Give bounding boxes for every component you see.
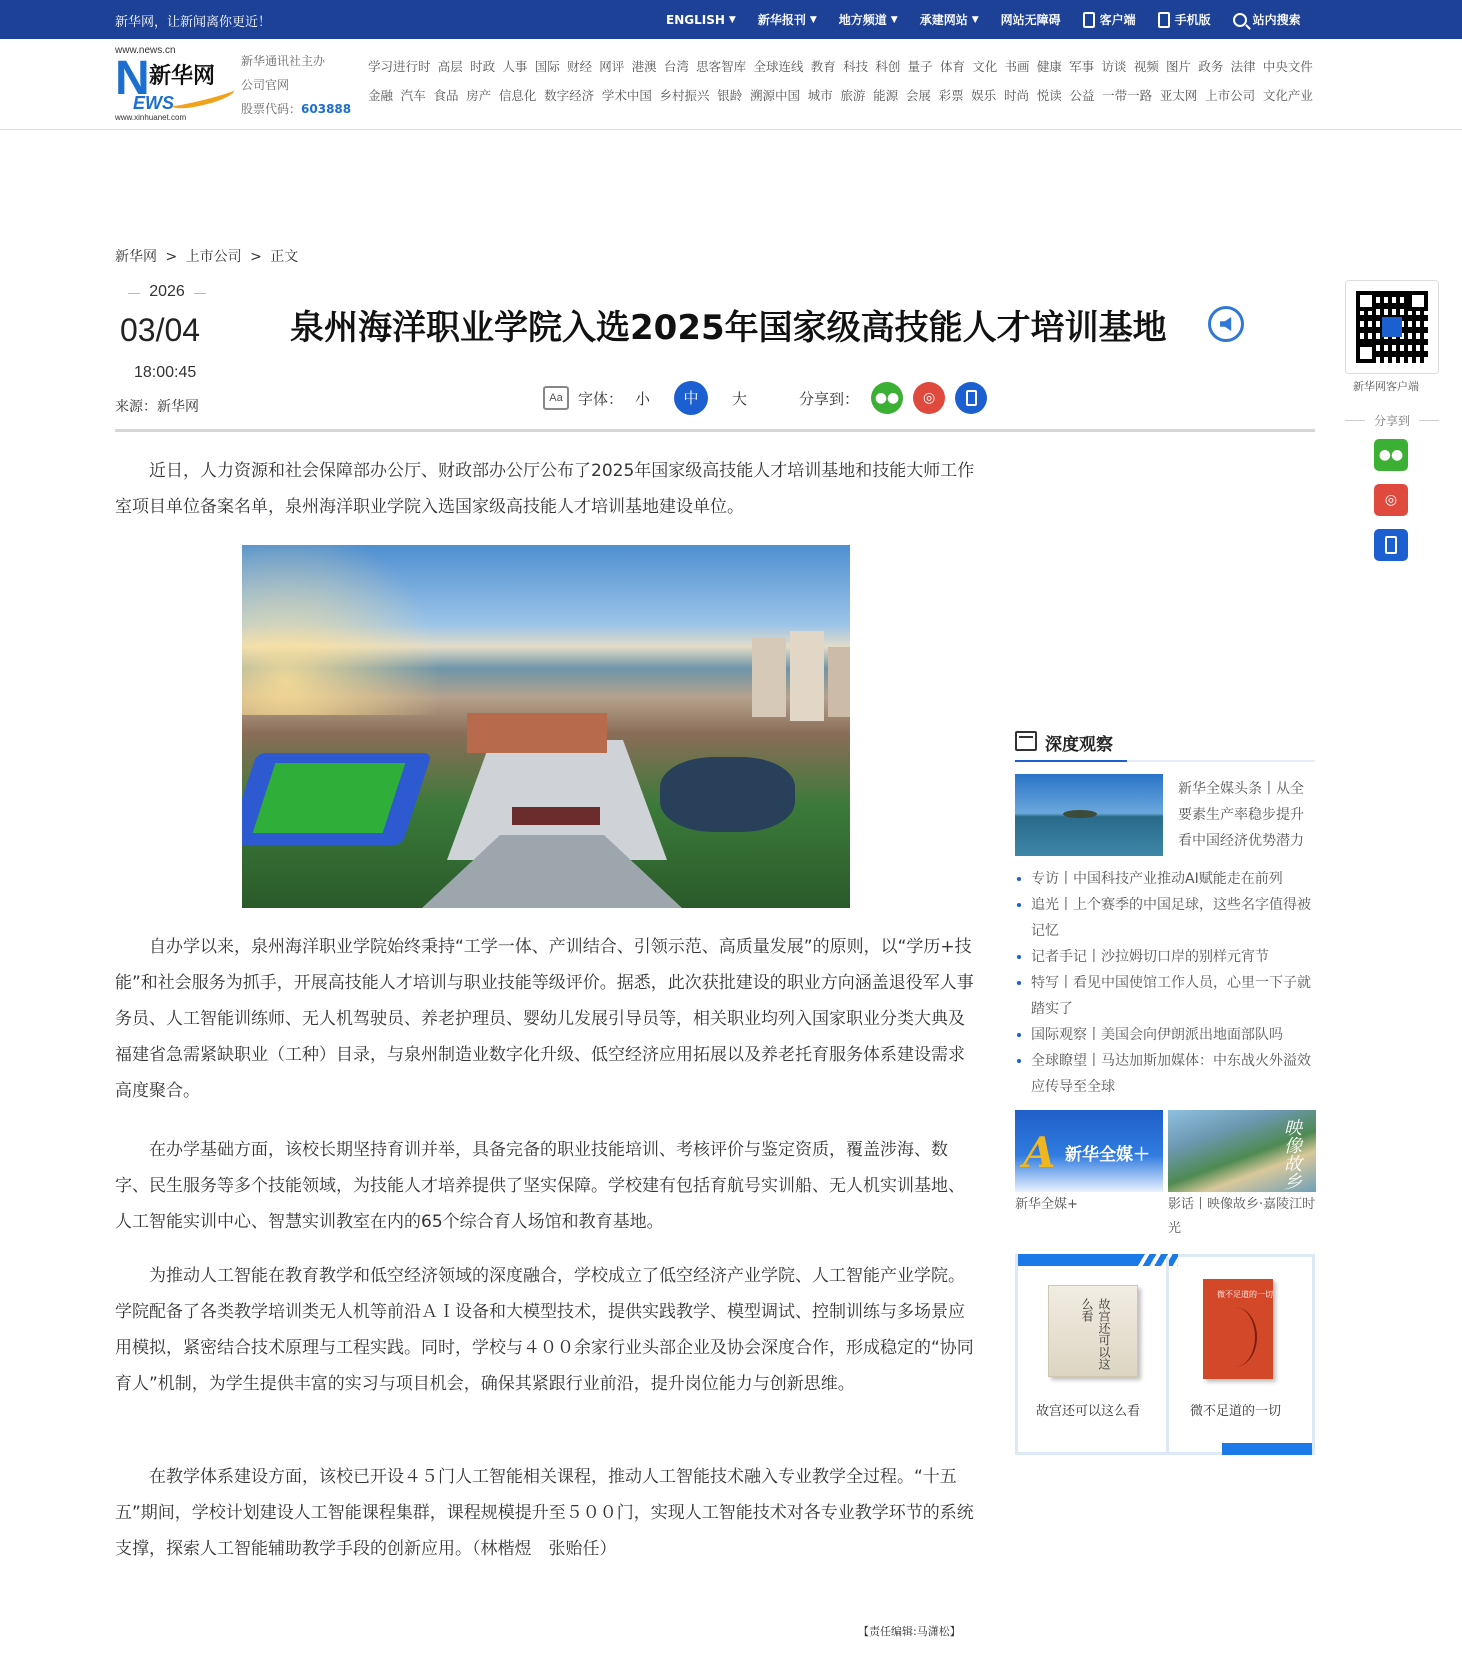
top-nav-label: ENGLISH (666, 12, 725, 27)
channel-link[interactable]: 食品 (433, 88, 459, 103)
logo-ews: EWS (133, 93, 175, 113)
photo-pond (660, 757, 795, 832)
channel-link[interactable]: 科技 (843, 59, 869, 74)
share-wechat-button[interactable] (871, 382, 903, 414)
article-title: 泉州海洋职业学院入选2025年国家级高技能人才培训基地 (290, 308, 1167, 348)
stock-info (241, 97, 351, 121)
channel-link[interactable]: 学术中国 (601, 88, 652, 103)
channel-link[interactable]: 时尚 (1004, 88, 1030, 103)
wechat-icon: ●● (1378, 447, 1404, 463)
channel-link[interactable]: 教育 (810, 59, 836, 74)
photo-sunlight (242, 545, 462, 715)
top-bar (0, 0, 1462, 39)
article-paragraph: 在教学体系建设方面，该校已开设４５门人工智能相关课程，推动人工智能技术融入专业教学全过程。“十五五”期间，学校计划建设人工智能课程集群，课程规模提升至５００门，实现人工智能技术对各专业教学环节的系统支撑，探索人工智能辅助教学手段的创新应用。（林楷煜 张贻任） (115, 1467, 974, 1559)
stock-label: 股票代码： (241, 102, 302, 116)
book-title[interactable]: 故宫还可以这么看 (1036, 1404, 1141, 1419)
breadcrumb-section[interactable]: 上市公司 (185, 249, 242, 265)
decor-stripe (1222, 1443, 1312, 1455)
breadcrumb-current: 正文 (270, 249, 299, 265)
channel-link[interactable]: 彩票 (938, 88, 964, 103)
publish-year: 2026 (128, 283, 206, 301)
sidebar-news-item[interactable]: 特写丨看见中国使馆工作人员，心里一下子就踏实了 (1015, 970, 1315, 1022)
top-nav-label: 站内搜索 (1252, 13, 1301, 27)
top-nav-english[interactable] (666, 13, 736, 27)
font-medium-button[interactable]: 中 (674, 381, 708, 415)
search-icon (1233, 13, 1247, 27)
channel-link[interactable]: 全球连线 (753, 59, 804, 74)
decor-stripe (1018, 1254, 1138, 1266)
phone-icon (966, 390, 977, 406)
channel-link[interactable]: 人事 (502, 59, 528, 74)
channel-link[interactable]: 书画 (1004, 59, 1030, 74)
channel-link[interactable]: 港澳 (631, 59, 657, 74)
channel-link[interactable]: 信息化 (498, 88, 537, 103)
top-nav-local-channels[interactable] (839, 11, 898, 28)
tile-overlay-text: 映像故乡 (1281, 1118, 1302, 1190)
sidebar-news-item[interactable]: 国际观察丨美国会向伊朗派出地面部队吗 (1015, 1022, 1315, 1048)
article-source: 来源：新华网 (115, 399, 199, 415)
weibo-icon: ◎ (922, 390, 936, 406)
top-nav-newspapers[interactable] (758, 11, 817, 28)
channel-link[interactable]: 财经 (566, 59, 592, 74)
channel-link[interactable]: 思客智库 (696, 59, 747, 74)
channel-link[interactable]: 体育 (939, 59, 965, 74)
phone-icon (1158, 12, 1170, 28)
logo-url-bottom: www.xinhuanet.com (115, 113, 187, 122)
channel-link[interactable]: 图片 (1166, 59, 1192, 74)
qr-label: 新华网客户端 (1353, 380, 1419, 393)
channel-link[interactable]: 网评 (599, 59, 625, 74)
top-nav (666, 0, 1323, 39)
article-paragraph: 为推动人工智能在教育教学和低空经济领域的深度融合，学校成立了低空经济产业学院、人工智能产业学院。学院配备了各类教学培训类无人机等前沿ＡＩ设备和大模型技术，提供实践教学、模型调试、控制训练与多场景应用模拟，紧密结合技术原理与工程实践。同时，学校与４００余家行业头部企业及协会深度合作，形成稳定的“协同育人”机制，为学生提供丰富的实习与项目机会，确保其紧跟行业前沿，提升岗位能力与创新思维。 (115, 1266, 974, 1394)
publish-date: 03/04 (120, 312, 201, 348)
channel-link[interactable]: 数字经济 (544, 88, 595, 103)
logo-url-top: www.news.cn (115, 45, 176, 56)
channel-link[interactable]: 银龄 (717, 88, 743, 103)
owner-line1: 新华通讯社主办 (241, 54, 326, 68)
channel-link[interactable]: 学习进行时 (368, 59, 431, 74)
channel-link[interactable]: 中央文件 (1262, 59, 1313, 74)
font-large-button[interactable]: 大 (732, 389, 748, 408)
book-divider (1166, 1257, 1169, 1452)
photo-tower (790, 631, 824, 721)
sidebar-news-item[interactable]: 全球瞭望丨马达加斯加媒体：中东战火外溢效应传导至全球 (1015, 1048, 1315, 1100)
top-nav-label: 承建网站 (919, 13, 968, 27)
top-nav-hosted-sites[interactable] (920, 11, 979, 28)
channel-link[interactable]: 会展 (905, 88, 931, 103)
chevron-down-icon: ▼ (809, 14, 817, 25)
chevron-down-icon: ▼ (728, 14, 736, 25)
speaker-icon (1220, 317, 1234, 331)
channel-link[interactable]: 量子 (907, 59, 933, 74)
title-divider (115, 429, 1315, 432)
share-mobile-button[interactable] (955, 382, 987, 414)
campus-aerial-photo (242, 545, 850, 908)
owner-line2: 公司官网 (241, 78, 290, 92)
top-nav-search[interactable] (1233, 11, 1301, 28)
channel-link[interactable]: 科创 (875, 59, 901, 74)
book-title[interactable]: 微不足道的一切 (1190, 1404, 1282, 1419)
book-recommendations (1015, 1254, 1315, 1455)
book-cover-art (1213, 1307, 1257, 1367)
book-cover[interactable] (1048, 1285, 1138, 1377)
site-slogan: 新华网，让新闻离你更近！ (115, 15, 272, 30)
sidebar-news-item[interactable]: 追光丨上个赛季的中国足球，这些名字值得被记忆 (1015, 892, 1315, 944)
top-nav-app[interactable] (1083, 11, 1136, 28)
top-nav-mobile[interactable] (1158, 11, 1211, 28)
top-nav-label: 手机版 (1174, 13, 1211, 27)
breadcrumb-sep: > (250, 249, 262, 265)
channel-link[interactable]: 一带一路 (1102, 88, 1153, 103)
channel-link[interactable]: 视频 (1133, 59, 1159, 74)
book-cover[interactable] (1203, 1279, 1273, 1379)
channel-link[interactable]: 国际 (534, 59, 560, 74)
float-share-weibo[interactable] (1374, 484, 1408, 516)
top-nav-label: 网站无障碍 (1000, 13, 1061, 27)
channel-link[interactable]: 上市公司 (1205, 88, 1256, 103)
chevron-down-icon: ▼ (971, 14, 979, 25)
photo-island (1063, 810, 1097, 818)
phone-icon (1385, 536, 1397, 554)
top-nav-label: 新华报刊 (757, 13, 806, 27)
sidebar-news-item[interactable]: 专访丨中国科技产业推动AI赋能走在前列 (1015, 866, 1315, 892)
logo-letter: N (115, 52, 150, 105)
qr-finder (1356, 343, 1376, 363)
heading-underline (1015, 760, 1127, 762)
share-label: 分享到： (799, 389, 860, 408)
channel-link[interactable]: 汽车 (400, 88, 426, 103)
photo-field (253, 763, 406, 833)
article-paragraph: 自办学以来，泉州海洋职业学院始终秉持“工学一体、产训结合、引领示范、高质量发展”的原则，以“学历+技能”和社会服务为抓手，开展高技能人才培训与职业技能等级评价。据悉，此次获批建设的职业方向涵盖退役军人事务员、人工智能训练师、无人机驾驶员、养老护理员、婴幼儿发展引导员等，相关职业均列入国家职业分类大典及福建省急需紧缺职业（工种）目录，与泉州制造业数字化升级、低空经济应用拓展以及养老托育服务体系建设需求高度聚合。 (115, 937, 974, 1101)
float-share-label: 分享到 (1345, 412, 1439, 429)
owner-info (241, 49, 351, 121)
channel-link[interactable]: 能源 (873, 88, 899, 103)
publish-time: 18:00:45 (134, 364, 197, 381)
share-weibo-button[interactable] (913, 382, 945, 414)
top-nav-label: 地方频道 (838, 13, 887, 27)
read-aloud-button[interactable] (1208, 306, 1244, 342)
stock-code[interactable]: 603888 (301, 102, 352, 116)
channel-link[interactable]: 溯源中国 (749, 88, 800, 103)
responsible-editor: 【责任编辑:马潇松】 (858, 1625, 961, 1638)
channel-link[interactable]: 旅游 (840, 88, 866, 103)
top-nav-accessibility[interactable] (1001, 11, 1061, 28)
float-share-mobile[interactable] (1374, 529, 1408, 561)
qr-finder (1408, 291, 1428, 311)
tile-overlay-text: 新华全媒＋ (1065, 1145, 1150, 1165)
tile-caption[interactable]: 影话丨映像故乡·嘉陵江时光 (1168, 1197, 1316, 1236)
font-size-icon: Aa (543, 386, 569, 410)
xinhua-a-logo: A (1023, 1128, 1056, 1177)
logo-name: 新华网 (149, 63, 216, 89)
tile-xinhua-allmedia[interactable] (1015, 1110, 1163, 1192)
breadcrumb-sep: > (165, 249, 178, 265)
sidebar-news-list (1015, 866, 1315, 1100)
float-share-wechat[interactable] (1374, 439, 1408, 471)
channel-link[interactable]: 乡村振兴 (659, 88, 710, 103)
photo-main-building (467, 713, 607, 753)
article-toolbar (543, 380, 997, 416)
featured-link[interactable]: 新华全媒头条丨从全要素生产率稳步提升看中国经济优势潜力 (1178, 781, 1304, 849)
site-header (0, 39, 1462, 130)
photo-tower (828, 647, 850, 717)
qr-logo (1382, 317, 1402, 337)
photo-gate (512, 807, 600, 825)
app-qr-code[interactable] (1345, 280, 1439, 374)
channel-link[interactable]: 悦读 (1036, 88, 1062, 103)
channel-link[interactable]: 文化产业 (1262, 88, 1313, 103)
window-icon (1015, 731, 1037, 751)
featured-image[interactable] (1015, 774, 1163, 856)
channel-link[interactable]: 法律 (1230, 59, 1256, 74)
xinhua-logo[interactable] (115, 45, 233, 125)
channel-link[interactable]: 高层 (437, 59, 463, 74)
book-cover-title: 故宫还可以这么看 (1080, 1298, 1111, 1370)
breadcrumb-home[interactable]: 新华网 (115, 249, 157, 265)
tile-caption[interactable]: 新华全媒+ (1015, 1197, 1078, 1212)
channel-link[interactable]: 亚太网 (1159, 88, 1198, 103)
channel-link[interactable]: 公益 (1069, 88, 1095, 103)
article-paragraph: 近日，人力资源和社会保障部办公厅、财政部办公厅公布了2025年国家级高技能人才培训基地和技能大师工作室项目单位备案名单，泉州海洋职业学院入选国家级高技能人才培训基地建设单位。 (115, 461, 975, 517)
channel-row-1 (368, 57, 1313, 86)
tile-hometown-video[interactable] (1168, 1110, 1316, 1192)
channel-link[interactable]: 娱乐 (971, 88, 997, 103)
sidebar-heading-text: 深度观察 (1045, 735, 1113, 755)
channel-link[interactable]: 台湾 (663, 59, 689, 74)
weibo-icon: ◎ (1384, 492, 1398, 508)
chevron-down-icon: ▼ (890, 14, 898, 25)
channel-row-2 (368, 86, 1313, 115)
top-nav-label: 客户端 (1099, 13, 1136, 27)
font-label: 字体： (578, 389, 624, 408)
channel-link[interactable]: 城市 (807, 88, 833, 103)
phone-icon (1083, 12, 1095, 28)
article-paragraph: 在办学基础方面，该校长期坚持育训并举，具备完备的职业技能培训、考核评价与鉴定资质，覆盖涉海、数字、民生服务等多个技能领域，为技能人才培养提供了坚实保障。学校建有包括育航号实训船、无人机实训基地、人工智能实训中心、智慧实训教室在内的65个综合育人场馆和教育基地。 (115, 1140, 965, 1232)
breadcrumb (115, 246, 302, 266)
channel-link[interactable]: 政务 (1198, 59, 1224, 74)
channel-nav (368, 57, 1313, 115)
channel-link[interactable]: 访谈 (1101, 59, 1127, 74)
channel-link[interactable]: 军事 (1069, 59, 1095, 74)
channel-link[interactable]: 金融 (368, 88, 394, 103)
qr-finder (1356, 291, 1376, 311)
book-cover-title: 微不足道的一切 (1217, 1290, 1273, 1299)
channel-link[interactable]: 文化 (972, 59, 998, 74)
wechat-icon: ●● (874, 390, 900, 406)
channel-link[interactable]: 时政 (470, 59, 496, 74)
photo-tower (752, 637, 786, 717)
decor-stripe (1138, 1254, 1178, 1266)
sidebar-heading (1015, 728, 1315, 762)
qr-code-icon (1356, 291, 1428, 363)
font-small-button[interactable]: 小 (635, 389, 651, 408)
sidebar-news-item[interactable]: 记者手记丨沙拉姆切口岸的别样元宵节 (1015, 944, 1315, 970)
channel-link[interactable]: 房产 (466, 88, 492, 103)
channel-link[interactable]: 健康 (1036, 59, 1062, 74)
